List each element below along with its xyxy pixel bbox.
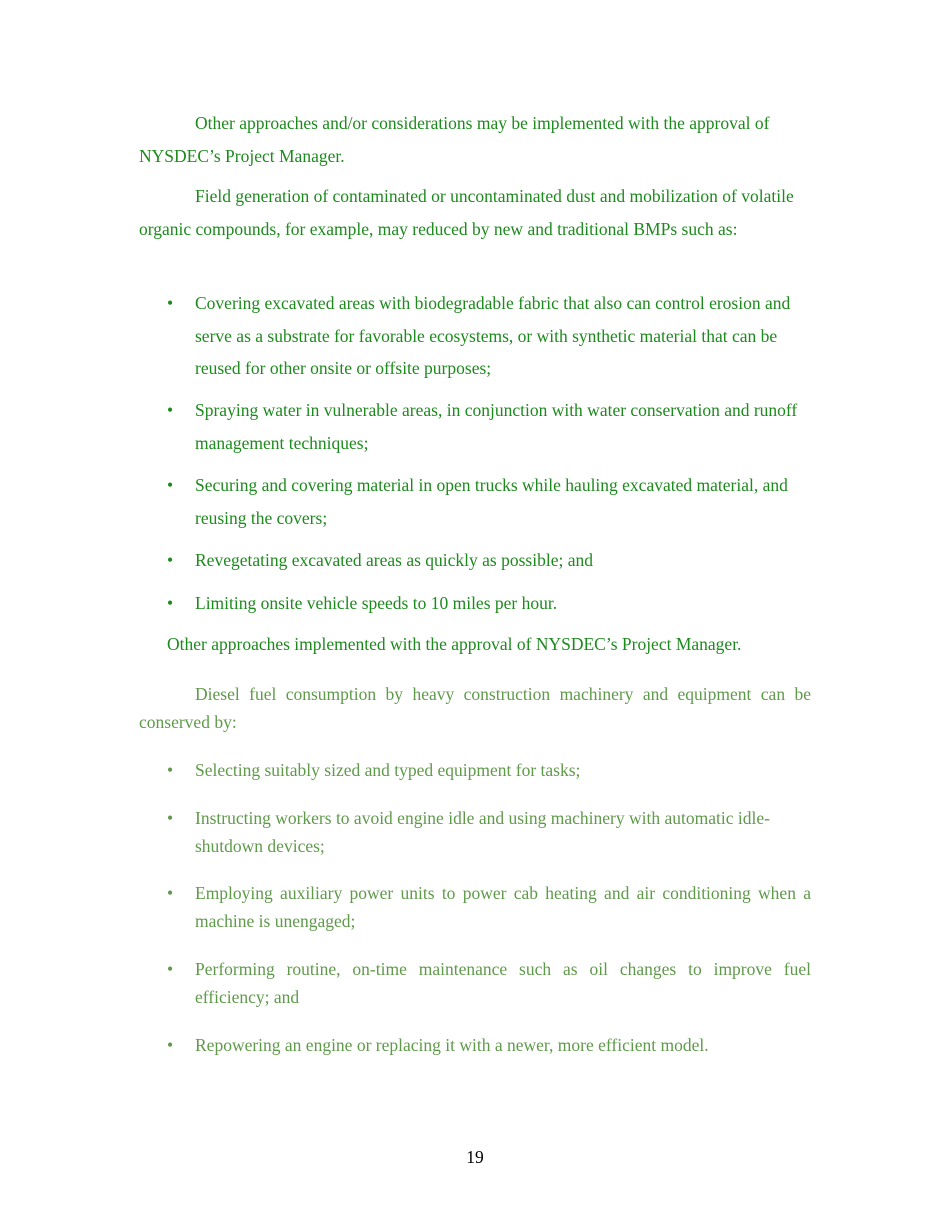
bullet-icon: • <box>167 475 174 495</box>
list-item-text: Securing and covering material in open trucks while hauling excavated material, and reusing the covers; <box>195 475 788 528</box>
bullet-icon: • <box>167 959 174 979</box>
page-number: 19 <box>466 1147 484 1167</box>
list-item-text: Employing auxiliary power units to power cab heating and air conditioning when a machine is unengaged; <box>195 883 811 931</box>
list-item <box>167 805 811 860</box>
list-item <box>167 394 811 459</box>
list-item <box>167 469 811 534</box>
list-item-text: Performing routine, on-time maintenance such as oil changes to improve fuel efficiency; and <box>195 959 811 1007</box>
bullet-icon: • <box>167 400 174 420</box>
list-item <box>167 544 811 577</box>
bullet-icon: • <box>167 883 174 903</box>
paragraph-field-generation: Field generation of contaminated or uncontaminated dust and mobilization of volatile organic compounds, for example, may reduced by new and traditional BMPs such as: <box>139 186 794 239</box>
list-item-text: Selecting suitably sized and typed equipment for tasks; <box>195 760 581 780</box>
list-item <box>167 757 811 785</box>
bullet-icon: • <box>167 293 174 313</box>
list-item-text: Revegetating excavated areas as quickly as possible; and <box>195 550 593 570</box>
bullet-icon: • <box>167 760 174 780</box>
bullet-icon: • <box>167 808 174 828</box>
list-item <box>167 880 811 935</box>
list-item <box>167 287 811 385</box>
list-item-text: Limiting onsite vehicle speeds to 10 miles per hour. <box>195 593 558 613</box>
paragraph-other-approaches: Other approaches implemented with the approval of NYSDEC’s Project Manager. <box>167 634 742 654</box>
paragraph-diesel-intro: Diesel fuel consumption by heavy construction machinery and equipment can be conserved by: <box>139 684 811 732</box>
bullet-icon: • <box>167 593 174 613</box>
bullet-icon: • <box>167 1035 174 1055</box>
list-item <box>167 956 811 1011</box>
paragraph-approval: Other approaches and/or considerations may be implemented with the approval of NYSDEC’s Project Manager. <box>139 113 770 166</box>
list-item-text: Instructing workers to avoid engine idle and using machinery with automatic idle-shutdown devices; <box>195 808 770 856</box>
list-item-text: Spraying water in vulnerable areas, in conjunction with water conservation and runoff management techniques; <box>195 400 798 453</box>
bullet-icon: • <box>167 550 174 570</box>
list-item-text: Covering excavated areas with biodegradable fabric that also can control erosion and serve as a substrate for favorable ecosystems, or with synthetic material that can be reused for other onsite or offsite purposes; <box>195 293 791 378</box>
list-item <box>167 587 811 620</box>
list-item-text: Repowering an engine or replacing it with a newer, more efficient model. <box>195 1035 709 1055</box>
list-item <box>167 1032 811 1060</box>
